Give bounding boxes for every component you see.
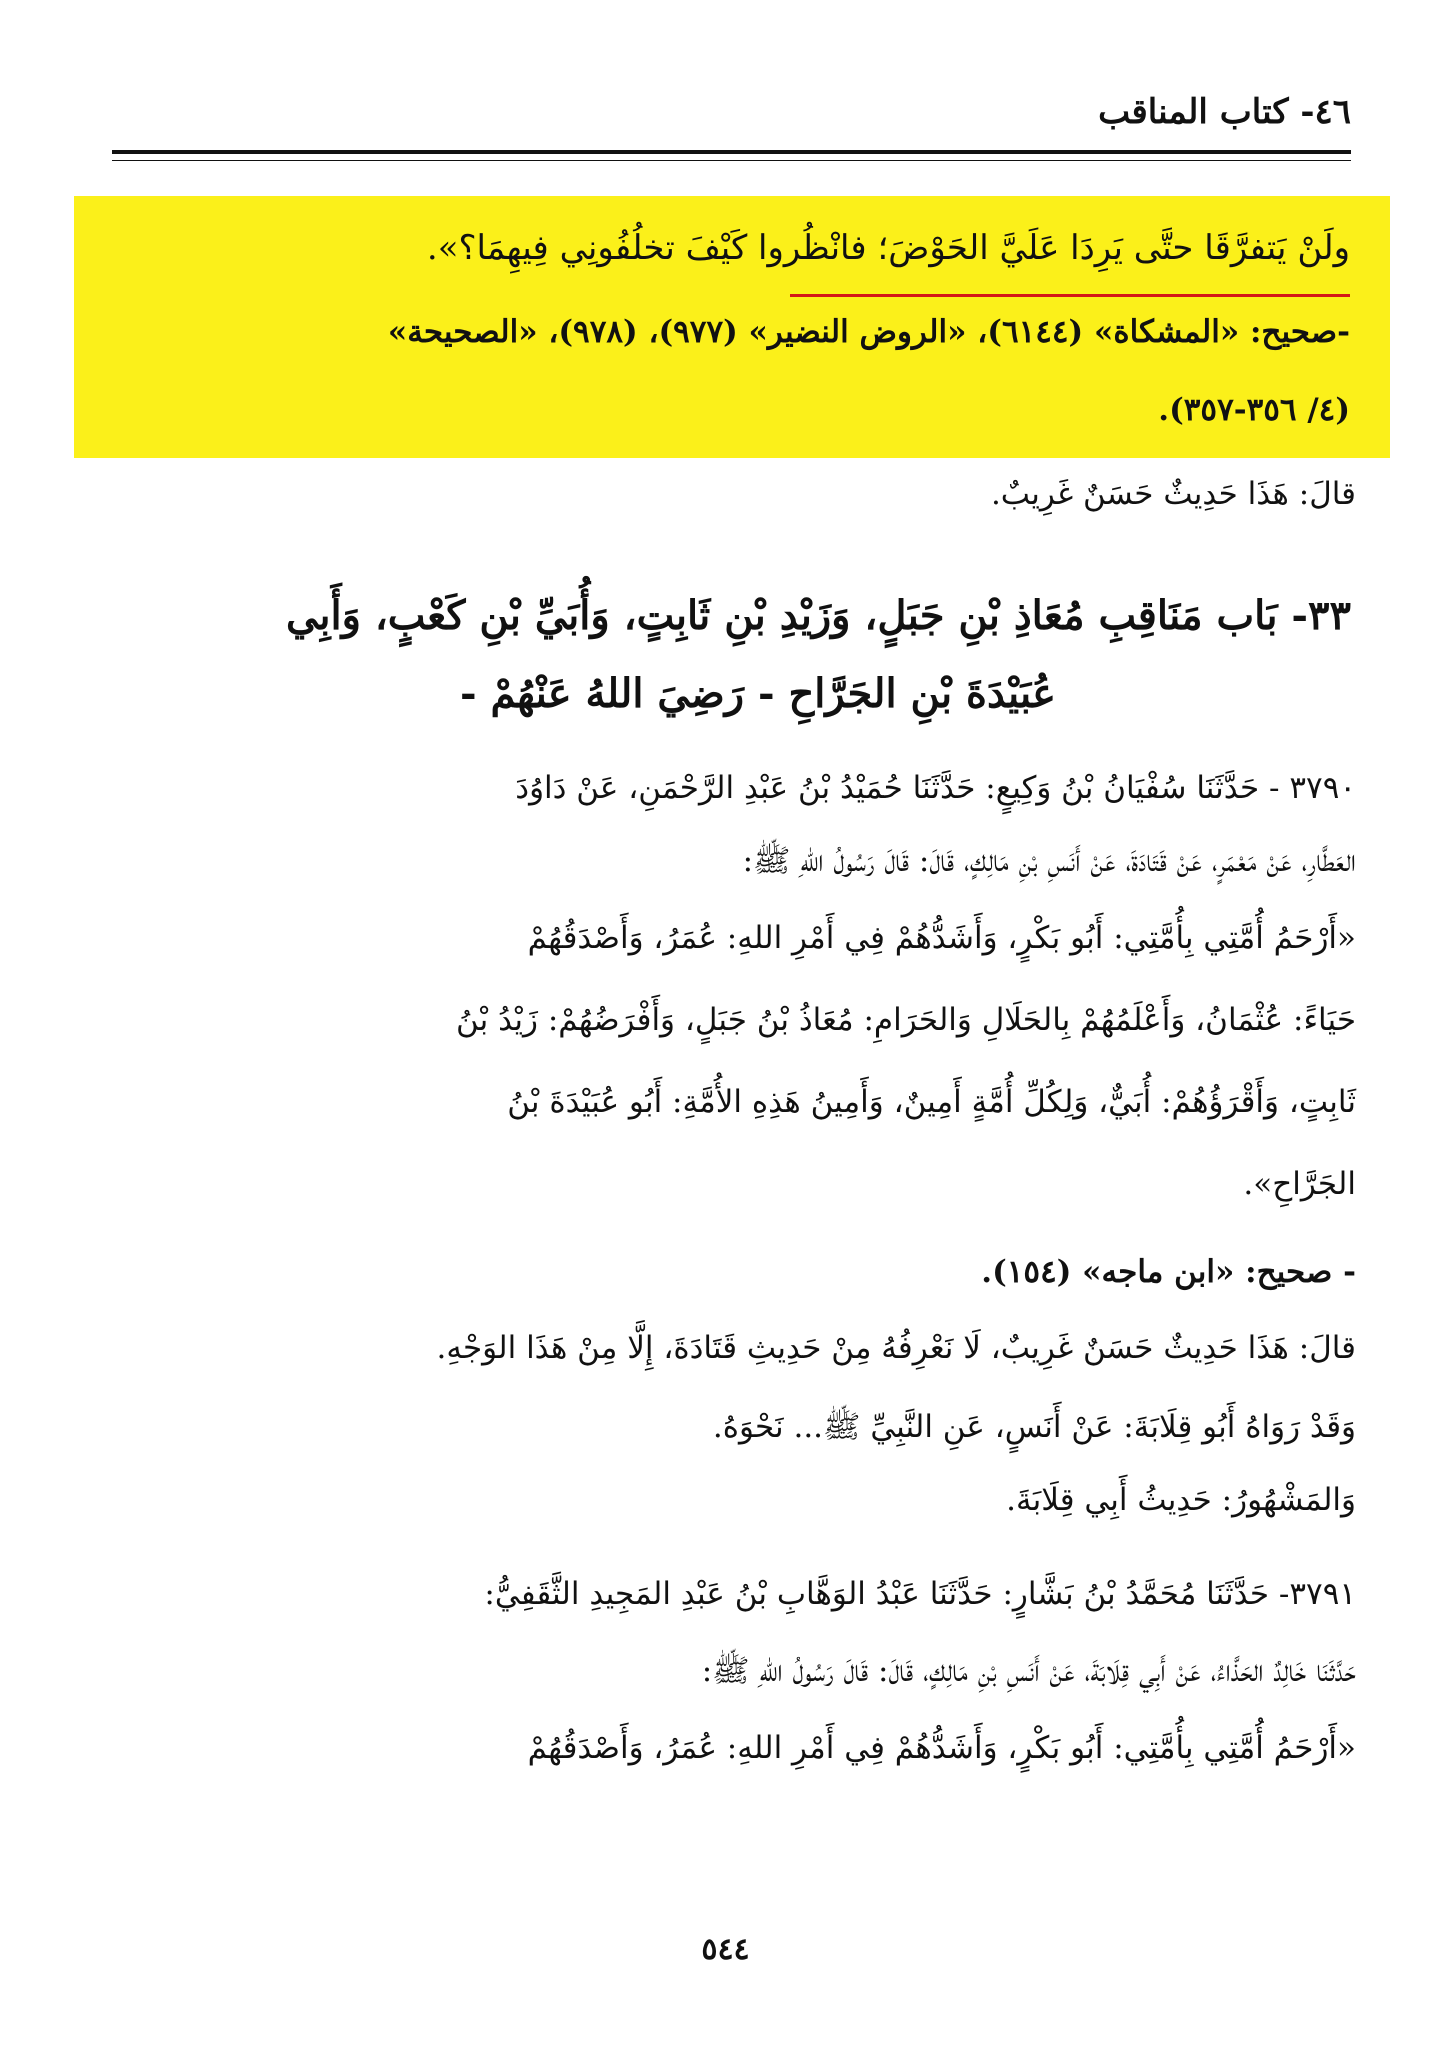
- hadith-3790-line: الجَرَّاحِ».: [1243, 1166, 1356, 1202]
- hadith-ending-line: ولَنْ يَتفرَّقَا حتَّى يَرِدَا عَلَيَّ الحَوْضَ؛ فانْظُروا كَيْفَ تخلُفُونِي فِيهِمَا؟».: [426, 228, 1350, 268]
- grading-line: -صحيح: «المشكاة» (٦١٤٤)، «الروض النضير» (٩٧٧)، (٩٧٨)، «الصحيحة»: [387, 314, 1350, 350]
- hadith-3790-line: «أَرْحَمُ أُمَّتِي بِأُمَّتِي: أَبُو بَكْرٍ، وَأَشَدُّهُمْ فِي أَمْرِ اللهِ: عُمَرُ، وَأَصْدَقُهُمْ: [527, 920, 1356, 956]
- header-rule-thick: [112, 150, 1351, 154]
- grading-3790: - صحيح: «ابن ماجه» (١٥٤).: [981, 1254, 1356, 1290]
- tirmidhi-comment: قالَ: هَذَا حَدِيثٌ حَسَنٌ غَرِيبٌ.: [990, 476, 1356, 512]
- grading-line-continued: (٤/ ٣٥٦-٣٥٧).: [1158, 392, 1350, 428]
- hadith-3790-line: ٣٧٩٠ - حَدَّثَنَا سُفْيَانُ بْنُ وَكِيعٍ: حَدَّثَنَا حُمَيْدُ بْنُ عَبْدِ الرَّحْمَنِ، عَنْ دَاوُدَ: [515, 770, 1356, 806]
- section-heading: ٣٣- بَاب مَنَاقِبِ مُعَاذِ بْنِ جَبَلٍ، وَزَيْدِ بْنِ ثَابِتٍ، وَأُبَيِّ بْنِ كَعْبٍ، وَأَبِي: [286, 592, 1351, 639]
- section-heading-continued: عُبَيْدَةَ بْنِ الجَرَّاحِ - رَضِيَ اللهُ عَنْهُمْ -: [460, 670, 1056, 717]
- hadith-3790-line: العَطَّارِ، عَنْ مَعْمَرٍ، عَنْ قَتَادَةَ، عَنْ أَنَسِ بْنِ مَالِكٍ، قَالَ: قَالَ رَسُولُ اللهِ ﷺ:: [742, 843, 1356, 879]
- note-line: وَالمَشْهُورُ: حَدِيثُ أَبِي قِلَابَةَ.: [1006, 1482, 1356, 1518]
- red-underline: [790, 294, 1350, 297]
- chapter-title: ٤٦- كتاب المناقب: [1098, 92, 1351, 132]
- hadith-3790-line: حَيَاءً: عُثْمَانُ، وَأَعْلَمُهُمْ بِالحَلَالِ وَالحَرَامِ: مُعَاذُ بْنُ جَبَلٍ، وَأَفْرَضُهُمْ: زَيْدُ بْنُ: [456, 1002, 1356, 1038]
- hadith-3791-line: «أَرْحَمُ أُمَّتِي بِأُمَّتِي: أَبُو بَكْرٍ، وَأَشَدُّهُمْ فِي أَمْرِ اللهِ: عُمَرُ، وَأَصْدَقُهُمْ: [527, 1730, 1356, 1766]
- hadith-3790-line: ثَابِتٍ، وَأَقْرَؤُهُمْ: أُبَيٌّ، وَلِكُلِّ أُمَّةٍ أَمِينٌ، وَأَمِينُ هَذِهِ الأُمَّةِ: أَبُو عُبَيْدَةَ بْنُ: [507, 1084, 1356, 1120]
- header-rule-thin: [112, 160, 1351, 161]
- hadith-3791-line: حَدَّثَنَا خَالِدٌ الحَذَّاءُ، عَنْ أَبِي قِلَابَةَ، عَنْ أَنَسِ بْنِ مَالِكٍ، قَالَ: قَالَ رَسُولُ اللهِ ﷺ:: [701, 1653, 1356, 1689]
- note-line: قالَ: هَذَا حَدِيثٌ حَسَنٌ غَرِيبٌ، لَا نَعْرِفُهُ مِنْ حَدِيثِ قَتَادَةَ، إِلَّا مِنْ هَذَا الوَجْهِ.: [436, 1330, 1356, 1366]
- page-number: ٥٤٤: [701, 1932, 750, 1967]
- hadith-3791-line: ٣٧٩١- حَدَّثَنَا مُحَمَّدُ بْنُ بَشَّارٍ: حَدَّثَنَا عَبْدُ الوَهَّابِ بْنُ عَبْدِ المَجِيدِ الثَّقَفِيُّ:: [484, 1576, 1356, 1612]
- note-line: وَقَدْ رَوَاهُ أَبُو قِلَابَةَ: عَنْ أَنَسٍ، عَنِ النَّبِيِّ ﷺ... نَحْوَهُ.: [712, 1409, 1356, 1445]
- highlighted-block: [74, 196, 1390, 458]
